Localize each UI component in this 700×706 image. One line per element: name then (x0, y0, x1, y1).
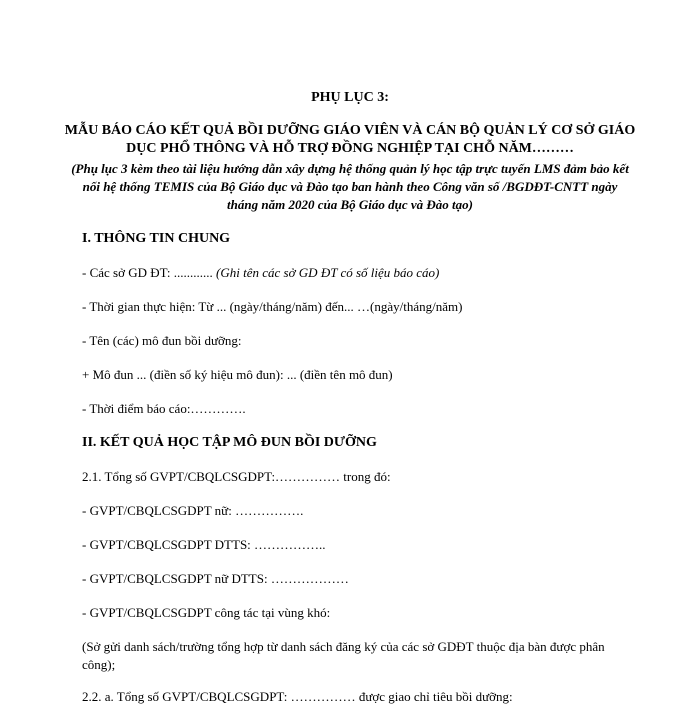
female-ethnic-line: - GVPT/CBQLCSGDPT nữ DTTS: ……………… (82, 571, 349, 586)
note-paragraph: (Sở gửi danh sách/trường tổng hợp từ danh sách đăng ký của các sở GDĐT thuộc địa bàn được phân công); (82, 639, 605, 672)
ethnic-line: - GVPT/CBQLCSGDPT DTTS: …………….. (82, 537, 326, 552)
departments-label: - Các sở GD ĐT: ............ (82, 265, 217, 280)
next-item-line: 2.2. a. Tổng số GVPT/CBQLCSGDPT: …………… được giao chỉ tiêu bồi dưỡng: (82, 689, 513, 704)
modules-label-line: - Tên (các) mô đun bồi dưỡng: (82, 333, 242, 348)
section-1-heading: I. THÔNG TIN CHUNG (82, 231, 231, 246)
time-period-line: - Thời gian thực hiện: Từ ... (ngày/tháng/năm) đến... …(ngày/tháng/năm) (82, 299, 463, 314)
report-time-line: - Thời điểm báo cáo:…………. (82, 401, 246, 416)
departments-hint: (Ghi tên các sở GD ĐT có số liệu báo cáo) (216, 265, 440, 280)
appendix-title: PHỤ LỤC 3: (311, 90, 389, 105)
female-line: - GVPT/CBQLCSGDPT nữ: ……………. (82, 503, 304, 518)
total-line: 2.1. Tổng số GVPT/CBQLCSGDPT:…………… trong đó: (82, 469, 391, 484)
report-subtitle: (Phụ lục 3 kèm theo tài liệu hướng dẫn xây dựng hệ thống quản lý học tập trực tuyến LMS đảm bảo kết nối hệ thống TEMIS của Bộ Giáo dục và Đào tạo ban hành theo Công văn số /BGDĐT-CNTT ngày tháng năm 2020 của Bộ Giáo dục và Đào tạo) (71, 161, 629, 212)
hard-area-line: - GVPT/CBQLCSGDPT công tác tại vùng khó: (82, 605, 331, 620)
departments-line (82, 264, 622, 282)
section-2-heading: II. KẾT QUẢ HỌC TẬP MÔ ĐUN BỒI DƯỠNG (82, 435, 377, 450)
module-item-line: + Mô đun ... (điền số ký hiệu mô đun): ... (điền tên mô đun) (82, 367, 393, 382)
report-title: MẪU BÁO CÁO KẾT QUẢ BỒI DƯỠNG GIÁO VIÊN VÀ CÁN BỘ QUẢN LÝ CƠ SỞ GIÁO DỤC PHỔ THÔNG VÀ HỖ TRỢ ĐỒNG NGHIỆP TẠI CHỖ NĂM……… (64, 123, 636, 156)
